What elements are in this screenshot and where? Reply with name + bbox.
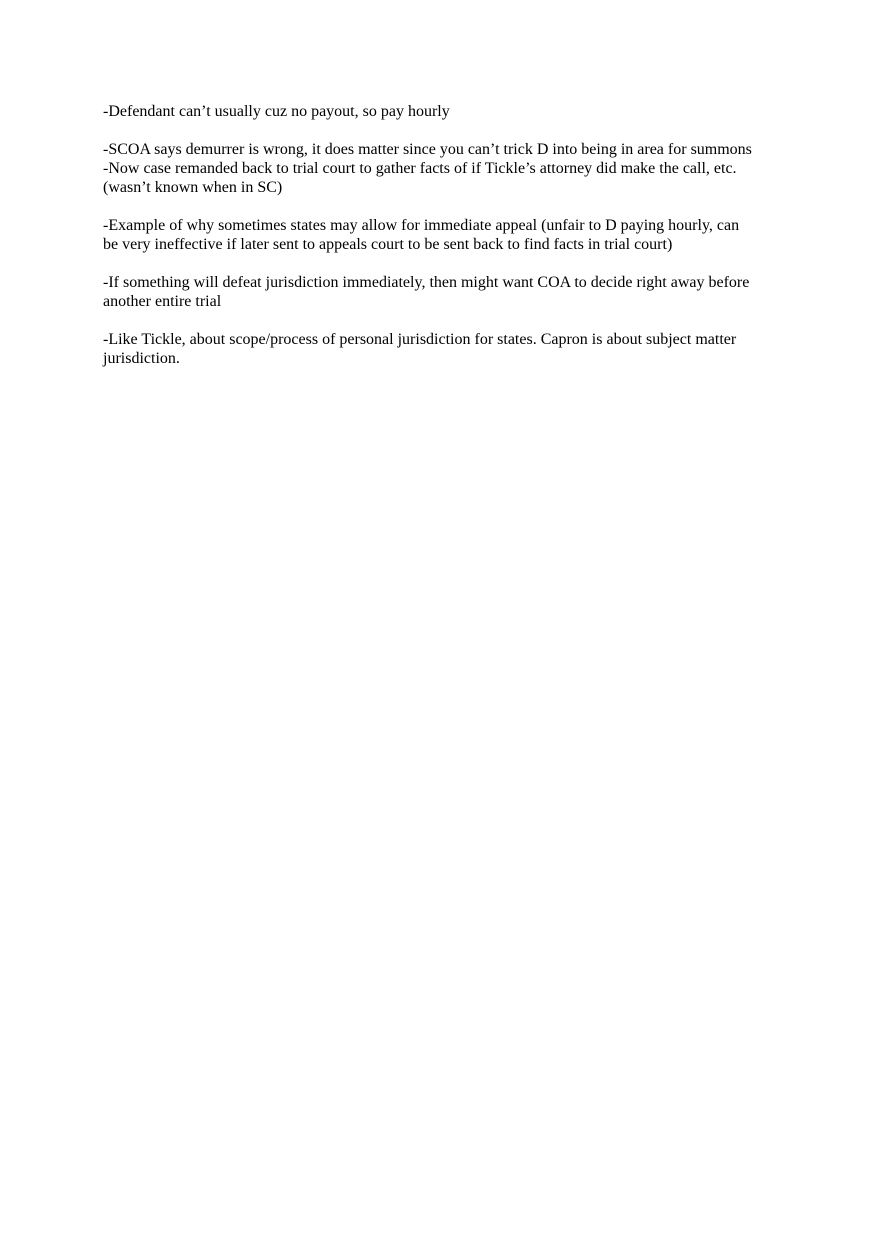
note-line: -SCOA says demurrer is wrong, it does matter since you can’t trick D into being in area for summons — [103, 141, 752, 158]
note-line: -Now case remanded back to trial court to gather facts of if Tickle’s attorney did make the call, etc. — [103, 160, 737, 177]
note-paragraph-6 — [103, 330, 783, 368]
note-paragraph-2 — [103, 140, 783, 159]
notes-body — [103, 102, 783, 387]
note-line: (wasn’t known when in SC) — [103, 179, 283, 196]
note-line: -Defendant can’t usually cuz no payout, so pay hourly — [103, 103, 450, 120]
note-paragraph-4 — [103, 216, 783, 254]
note-line: -Like Tickle, about scope/process of personal jurisdiction for states. Capron is about subject matter — [103, 331, 737, 348]
note-paragraph-1 — [103, 102, 783, 121]
note-paragraph-5 — [103, 273, 783, 311]
note-line: be very ineffective if later sent to appeals court to be sent back to find facts in trial court) — [103, 236, 673, 253]
note-line: -If something will defeat jurisdiction immediately, then might want COA to decide right away before — [103, 274, 750, 291]
note-line: another entire trial — [103, 293, 222, 310]
note-line: jurisdiction. — [103, 350, 180, 367]
note-paragraph-3 — [103, 159, 783, 197]
note-line: -Example of why sometimes states may allow for immediate appeal (unfair to D paying hourly, can — [103, 217, 740, 234]
